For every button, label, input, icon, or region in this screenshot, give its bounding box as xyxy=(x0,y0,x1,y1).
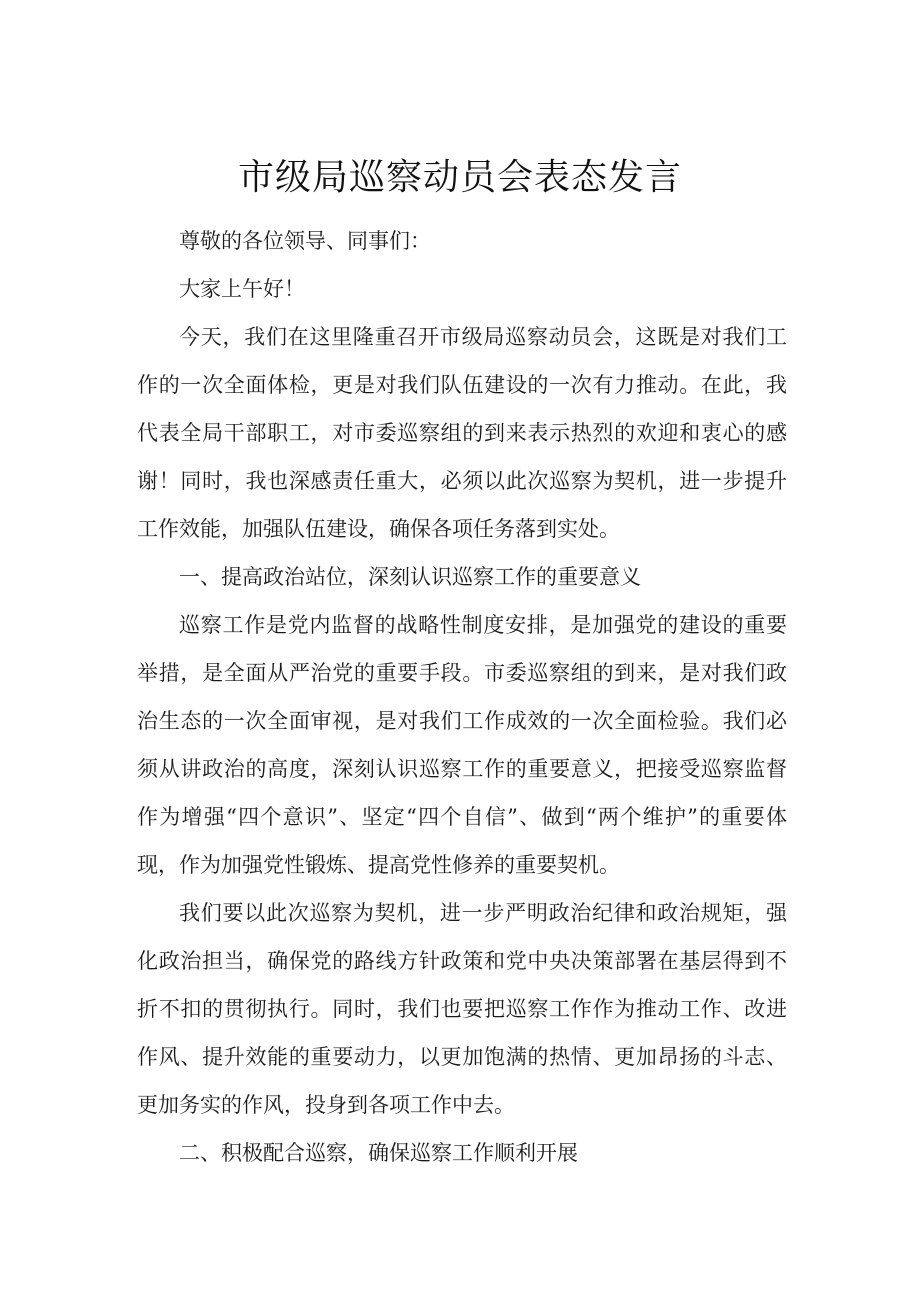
intro-paragraph: 今天，我们在这里隆重召开市级局巡察动员会，这既是对我们工作的一次全面体检，更是对我们队伍建设的一次有力推动。在此，我代表全局干部职工，对市委巡察组的到来表示热烈的欢迎和衷心的感谢！同时，我也深感责任重大，必须以此次巡察为契机，进一步提升工作效能，加强队伍建设，确保各项任务落到实处。 xyxy=(137,325,787,541)
greeting: 大家上午好！ xyxy=(179,277,305,301)
section-1-paragraph-2: 我们要以此次巡察为契机，进一步严明政治纪律和政治规矩，强化政治担当，确保党的路线方针政策和党中央决策部署在基层得到不折不扣的贯彻执行。同时，我们也要把巡察工作作为推动工作、改进作风、提升效能的重要动力，以更加饱满的热情、更加昂扬的斗志、更加务实的作风，投身到各项工作中去。 xyxy=(137,901,787,1117)
section-heading-2: 二、积极配合巡察，确保巡察工作顺利开展 xyxy=(179,1141,578,1165)
salutation: 尊敬的各位领导、同事们： xyxy=(179,229,431,253)
section-heading-1: 一、提高政治站位，深刻认识巡察工作的重要意义 xyxy=(179,565,641,589)
document-body xyxy=(137,217,787,1177)
section-1-paragraph-1: 巡察工作是党内监督的战略性制度安排，是加强党的建设的重要举措，是全面从严治党的重要手段。市委巡察组的到来，是对我们政治生态的一次全面审视，是对我们工作成效的一次全面检验。我们必须从讲政治的高度，深刻认识巡察工作的重要意义，把接受巡察监督作为增强“四个意识”、坚定“四个自信”、做到“两个维护”的重要体现，作为加强党性锻炼、提高党性修养的重要契机。 xyxy=(137,613,787,877)
document-title: 市级局巡察动员会表态发言 xyxy=(237,157,682,198)
